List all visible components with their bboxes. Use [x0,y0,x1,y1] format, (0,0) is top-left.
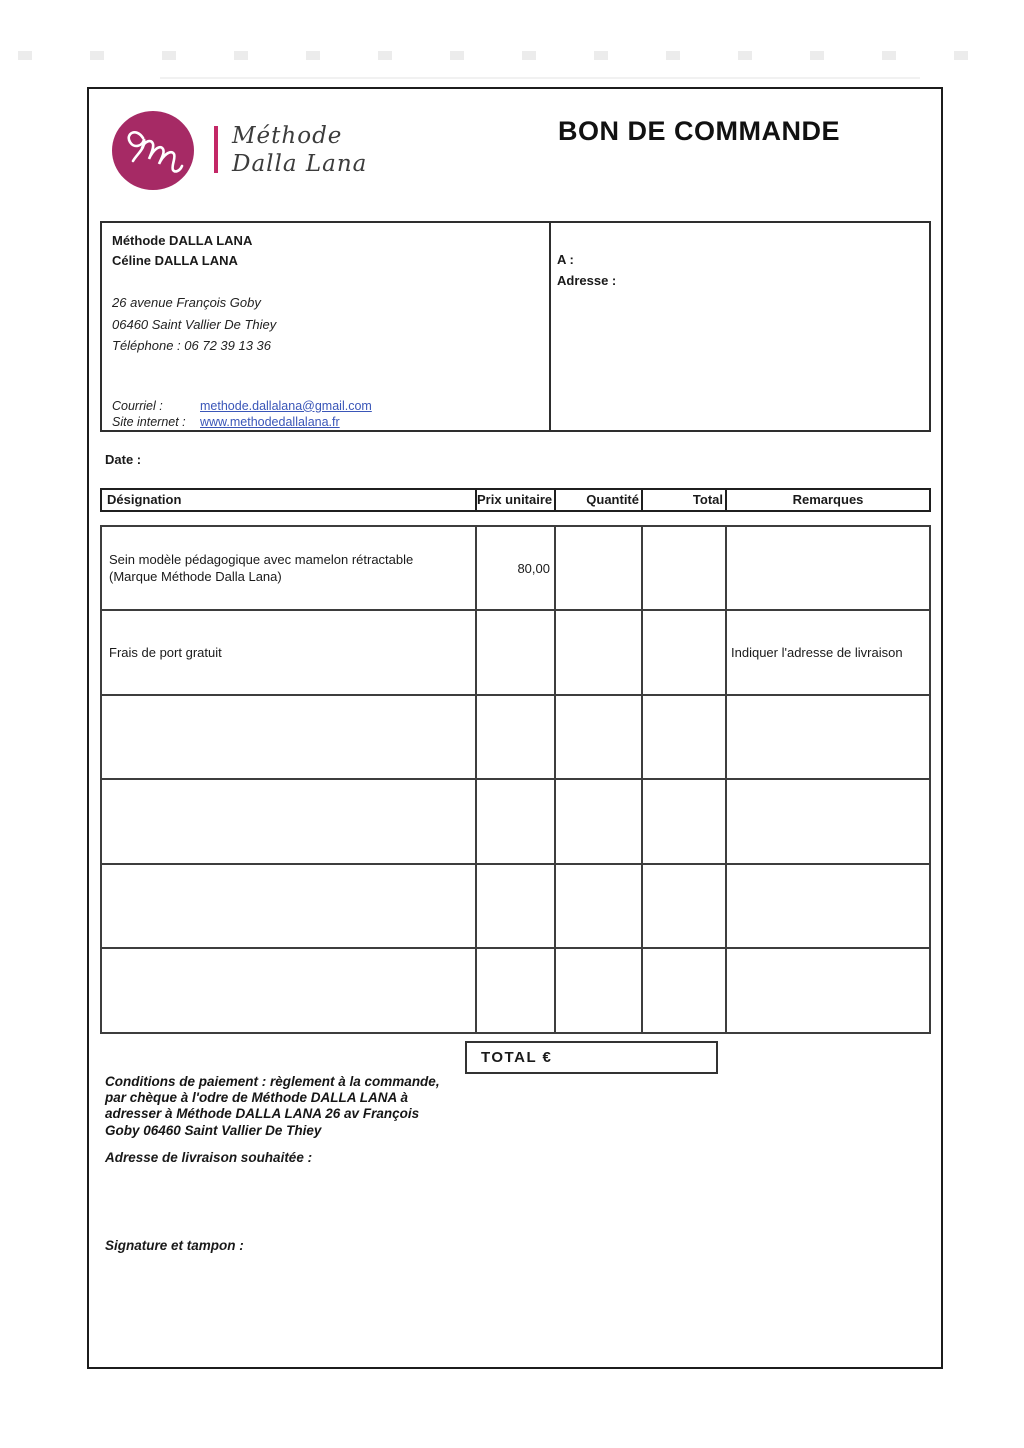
table-row [101,864,930,948]
cell-unit-price [476,610,555,695]
cell-remarks [726,948,930,1033]
cell-quantity [555,610,642,695]
cell-unit-price [476,864,555,948]
scan-artifact-line [160,77,920,79]
cell-quantity [555,695,642,779]
cell-remarks [726,779,930,864]
cell-unit-price [476,695,555,779]
order-table-header [100,488,931,512]
website-link[interactable]: www.methodedallalana.fr [200,414,340,429]
table-row [101,695,930,779]
brand-divider-bar [214,126,218,173]
cell-total [642,948,726,1033]
cell-designation: Sein modèle pédagogique avec mamelon rétractable (Marque Méthode Dalla Lana) [101,526,476,610]
cell-unit-price [476,948,555,1033]
cell-designation [101,779,476,864]
order-table-body [100,525,931,1034]
cell-unit-price [476,779,555,864]
header-unit-price: Prix unitaire [477,490,556,510]
cell-quantity [555,864,642,948]
table-row [101,610,930,695]
cell-total [642,610,726,695]
delivery-address-label: Adresse de livraison souhaitée : [105,1150,313,1165]
script-monogram-icon [112,177,194,194]
email-link[interactable]: methode.dallalana@gmail.com [200,398,372,413]
buyer-address-label: Adresse : [557,273,617,288]
cell-remarks [726,695,930,779]
header-total: Total [643,490,727,510]
table-row [101,779,930,864]
cell-total [642,779,726,864]
cell-total [642,526,726,610]
cell-remarks [726,526,930,610]
cell-remarks: Indiquer l'adresse de livraison [726,610,930,695]
cell-total [642,695,726,779]
cell-designation: Frais de port gratuit [101,610,476,695]
cell-quantity [555,779,642,864]
seller-address-line1: 26 avenue François Goby [112,295,261,310]
header-remarks: Remarques [792,492,864,507]
table-row [101,526,930,610]
cell-quantity [555,526,642,610]
seller-company: Méthode DALLA LANA [112,233,253,248]
buyer-to-label: A : [557,252,574,267]
seller-contact: Céline DALLA LANA [112,253,238,268]
brand-name-line2: Dalla Lana [232,151,368,177]
parties-info-box [100,221,931,432]
brand-name [232,122,367,178]
cell-total [642,864,726,948]
seller-address-line2: 06460 Saint Vallier De Thiey [112,316,277,332]
seller-info-cell [102,223,549,430]
table-row [101,948,930,1033]
payment-terms: Conditions de paiement : règlement à la commande, par chèque à l'odre de Méthode DALLA LANA à adresser à Méthode DALLA LANA 26 av François Goby 06460 Saint Vallier De Thiey [105,1074,440,1138]
buyer-info-cell [551,223,929,291]
cell-remarks [726,864,930,948]
email-label: Courriel : [112,398,163,413]
cell-designation [101,864,476,948]
header-designation: Désignation [102,490,477,510]
date-label: Date : [105,452,142,467]
cell-designation [101,695,476,779]
signature-label: Signature et tampon : [105,1238,244,1253]
brand-name-line1: Méthode [232,123,343,149]
cell-quantity [555,948,642,1033]
scan-artifact-dashes [18,51,1006,60]
total-box [465,1041,718,1074]
document-title: BON DE COMMANDE [558,116,840,146]
cell-unit-price: 80,00 [476,526,555,610]
website-label: Site internet : [112,414,186,429]
seller-phone: Téléphone : 06 72 39 13 36 [112,338,272,353]
cell-designation [101,948,476,1033]
total-label: TOTAL € [481,1049,553,1066]
header-quantity: Quantité [556,490,643,510]
brand-logo-circle [112,111,194,190]
